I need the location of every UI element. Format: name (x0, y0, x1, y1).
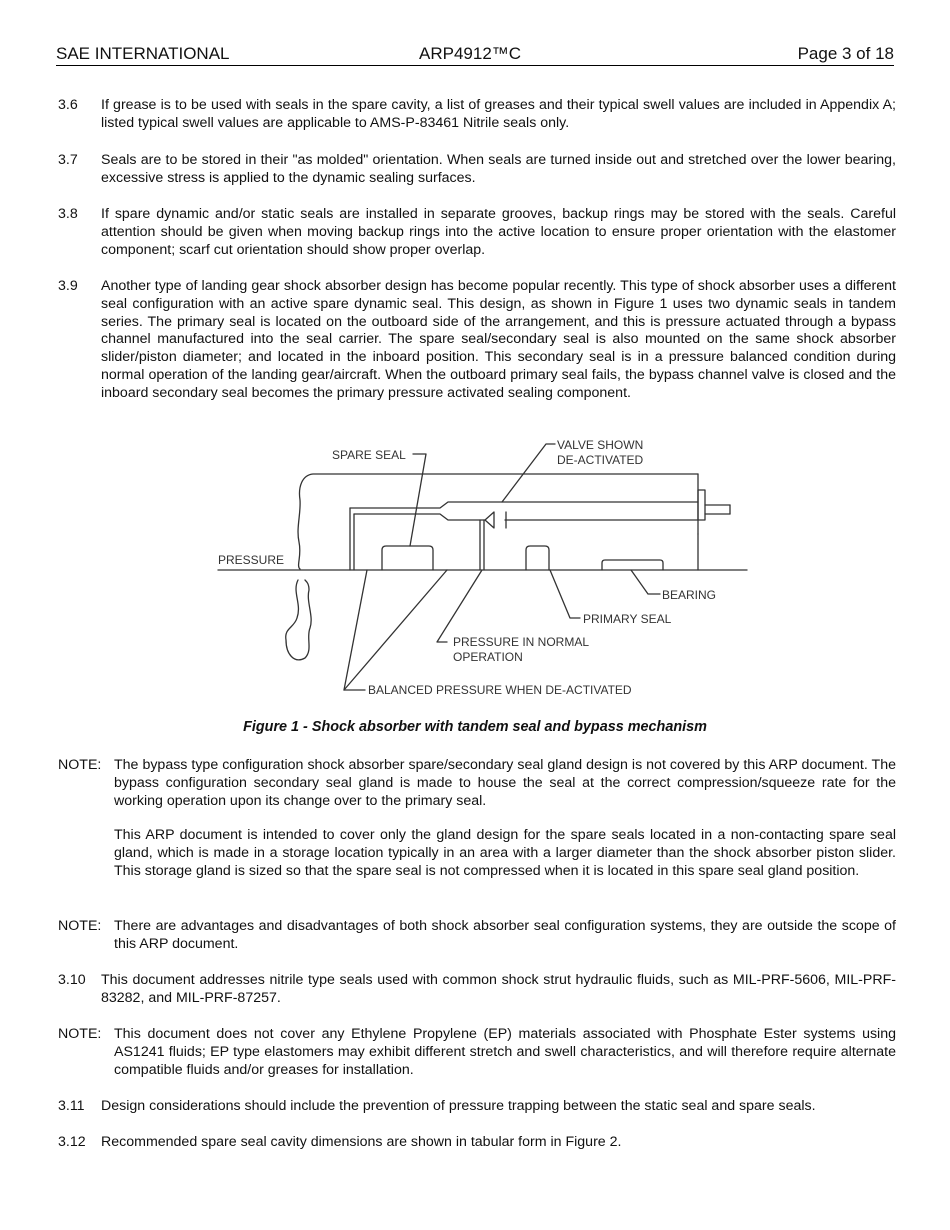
label-pressure-normal-line2: OPERATION (453, 650, 523, 664)
header-page-number: Page 3 of 18 (797, 44, 894, 63)
label-pressure: PRESSURE (218, 553, 285, 567)
section-number: 3.7 (58, 152, 78, 168)
label-valve-line2: DE-ACTIVATED (557, 453, 644, 467)
label-bearing: BEARING (662, 588, 717, 602)
header-org: SAE INTERNATIONAL (56, 44, 230, 63)
section-3-7 (58, 152, 896, 188)
label-spare-seal: SPARE SEAL (332, 448, 406, 462)
balanced-leader-2 (344, 570, 447, 690)
section-number: 3.8 (58, 206, 78, 222)
section-number: 3.6 (58, 97, 78, 113)
bearing-leader (631, 570, 660, 594)
bypass-channel-lower (354, 514, 485, 520)
section-number: 3.12 (58, 1134, 86, 1150)
end-cap (698, 490, 705, 520)
spare-seal-leader (410, 454, 426, 546)
bypass-channel-upper (350, 502, 698, 508)
note-label: NOTE: (58, 757, 102, 773)
note-2 (58, 918, 896, 954)
section-number: 3.11 (58, 1098, 85, 1114)
note-text: The bypass type configuration shock absorber spare/secondary seal gland design is not covered by this ARP document. The bypass configuration secondary seal gland is made to house the seal at the correct compression/squeeze rate for the working operation upon its change over to the primary seal. (114, 757, 896, 809)
section-text: Design considerations should include the prevention of pressure trapping between the static seal and spare seals. (101, 1098, 816, 1114)
note-3 (58, 1026, 896, 1079)
section-3-12 (58, 1134, 896, 1152)
shock-absorber-drawing (210, 432, 750, 707)
figure-1-diagram (210, 432, 750, 707)
label-primary-seal: PRIMARY SEAL (583, 612, 672, 626)
note-1 (58, 757, 896, 881)
primary-seal-shape (526, 546, 549, 570)
section-text: Recommended spare seal cavity dimensions are shown in tabular form in Figure 2. (101, 1134, 622, 1150)
spare-seal-shape (382, 546, 433, 570)
section-text: If grease is to be used with seals in the spare cavity, a list of greases and their typical swell values are included in Appendix A; listed typical swell values are applicable to AMS-P-83461 Nitrile seals only. (101, 97, 896, 131)
section-3-9 (58, 278, 896, 403)
section-text: This document addresses nitrile type seals used with common shock strut hydraulic fluids, such as MIL-PRF-5606, MIL-PRF-83282, and MIL-PRF-87257. (101, 972, 896, 1006)
primary-seal-leader (550, 570, 580, 618)
section-3-10 (58, 972, 896, 1008)
section-text: Another type of landing gear shock absorber design has become popular recently. This type of shock absorber uses a different seal configuration with an active spare dynamic seal. This design, as shown in Figure 1 uses two dynamic seals in tandem series. The primary seal is located on the outboard side of the arrangement, and this is pressure actuated through a bypass channel manufactured into the seal carrier. The spare seal/secondary seal is also mounted on the same shock absorber slider/piston diameter; and located in the inboard position. This secondary seal is in a pressure balanced condition during normal operation of the landing gear/aircraft. When the outboard primary seal fails, the bypass channel valve is closed and the inboard secondary seal becomes the primary pressure activated sealing component. (101, 278, 896, 401)
section-number: 3.9 (58, 278, 78, 294)
balanced-leader-1 (344, 570, 367, 690)
section-number: 3.10 (58, 972, 86, 988)
section-text: If spare dynamic and/or static seals are installed in separate grooves, backup rings may be stored with the seals. Careful attention should be given when moving backup rings into the active location to ensure proper orientation with the elastomer component; scarf cut orientation should show proper overlap. (101, 206, 896, 258)
figure-1-caption: Figure 1 - Shock absorber with tandem seal and bypass mechanism (243, 719, 707, 735)
note-label: NOTE: (58, 918, 102, 934)
valve-poppet (485, 512, 494, 528)
note-text-continued: This ARP document is intended to cover only the gland design for the spare seals located in a non-contacting spare seal gland, which is made in a storage location typically in an area with a larger diameter than the shock absorber piston slider. This storage gland is sized so that the spare seal is not compressed when it is located in this spare seal gland position. (114, 827, 896, 879)
header-doc-id: ARP4912™C (419, 44, 522, 63)
bearing-shape (602, 560, 663, 570)
page-header (56, 44, 894, 66)
note-label: NOTE: (58, 1026, 102, 1042)
housing-lower-break (286, 580, 311, 660)
label-valve-line1: VALVE SHOWN (557, 438, 644, 452)
label-pressure-normal-line1: PRESSURE IN NORMAL (453, 635, 590, 649)
section-3-6 (58, 97, 896, 133)
housing-outline (298, 474, 698, 569)
note-text: This document does not cover any Ethylene Propylene (EP) materials associated with Phosphate Ester systems using AS1241 fluids; EP type elastomers may exhibit different stretch and swell characteristics, and will therefore require alternate compatible fluids and/or greases for installation. (114, 1026, 896, 1078)
section-3-8 (58, 206, 896, 259)
label-balanced-pressure: BALANCED PRESSURE WHEN DE-ACTIVATED (368, 683, 632, 697)
section-text: Seals are to be stored in their "as molded" orientation. When seals are turned inside out and stretched over the lower bearing, excessive stress is applied to the dynamic sealing surfaces. (101, 152, 896, 186)
note-text: There are advantages and disadvantages of both shock absorber seal configuration systems, they are outside the scope of this ARP document. (114, 918, 896, 952)
pressure-normal-leader (437, 570, 482, 642)
valve-leader (502, 444, 555, 502)
section-3-11 (58, 1098, 896, 1116)
